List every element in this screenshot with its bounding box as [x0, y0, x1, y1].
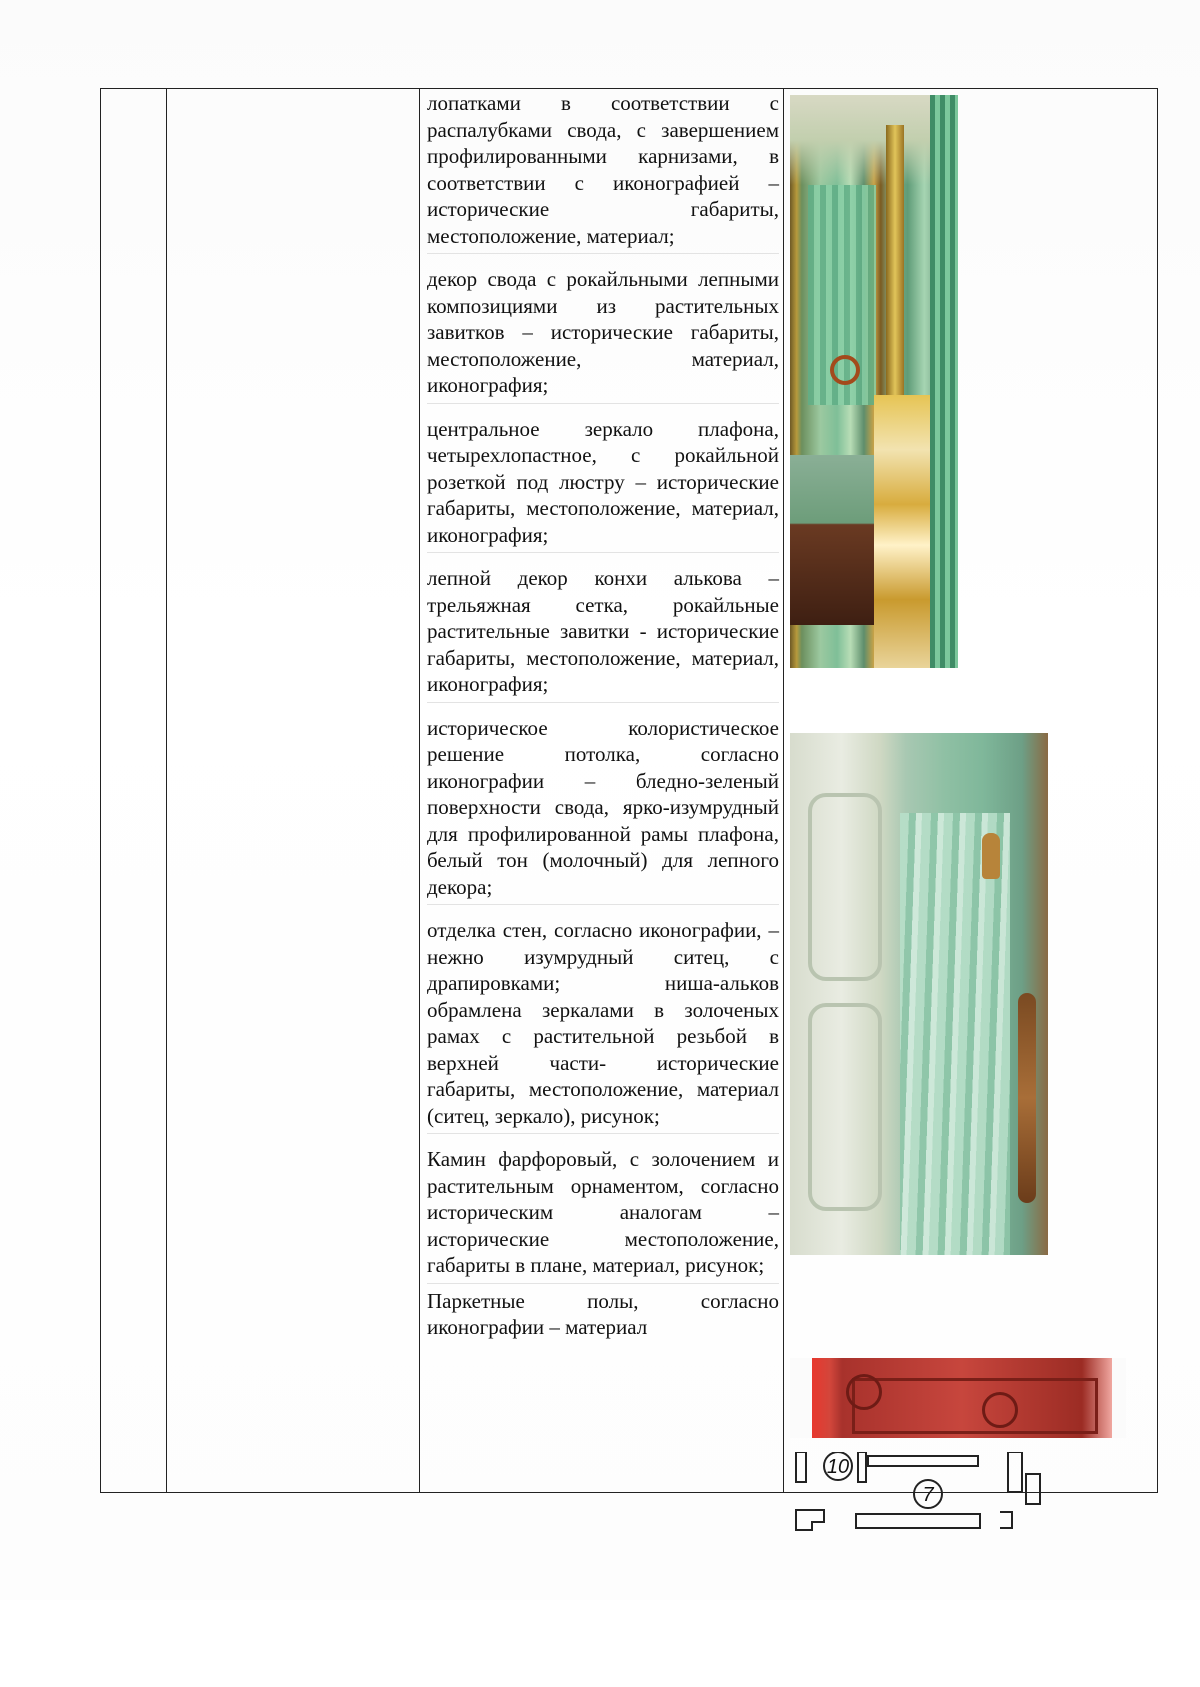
floor-plan	[790, 1452, 1090, 1532]
plan-wall	[858, 1452, 866, 1482]
highlighted-room	[812, 1358, 1112, 1438]
column-divider-3	[783, 88, 784, 1493]
list-item: лепной декор конхи алькова – трельяжная сетка, рокайльные растительные завитки - исторические габариты, местоположение, материал, иконография;	[427, 565, 779, 703]
list-item: отделка стен, согласно иконографии, – нежно изумрудный ситец, с драпировками; ниша-альков обрамлена зеркалами в золоченых рамах с растительной резьбой в верхней части- исторические габариты, местоположение, материал (ситец, зеркало), рисунок;	[427, 917, 779, 1134]
plan-wall	[856, 1514, 980, 1528]
list-item: лопатками в соответствии с распалубками свода, с завершением профилированными карнизами, в соответствии с иконографией – исторические габариты, местоположение, материал;	[427, 90, 779, 254]
curtain-right	[930, 95, 958, 668]
list-item: декор свода с рокайльными лепными композициями из растительных завитков – исторические габариты, местоположение, материал, иконография;	[427, 266, 779, 404]
porcelain-stove	[874, 395, 930, 668]
curtain-photo	[790, 733, 1048, 1255]
armchair	[790, 455, 880, 625]
room-7-label: 7	[922, 1484, 934, 1506]
plan-wall	[796, 1452, 806, 1482]
curtain-ring	[830, 355, 860, 385]
plan-wall	[868, 1456, 978, 1466]
list-item: историческое колористическое решение потолка, согласно иконографии – бледно-зеленый поверхности свода, ярко-изумрудный для профилированной рамы плафона, белый тон (молочный) для лепного декора;	[427, 715, 779, 906]
requirements-text-column	[421, 88, 783, 1357]
curtain-tassel	[982, 833, 1000, 879]
list-item: центральное зеркало плафона, четырехлопастное, с рокайльной розеткой под люстру – исторические габариты, местоположение, материал, иконография;	[427, 416, 779, 554]
list-item: Камин фарфоровый, с золочением и растительным орнаментом, согласно историческим аналогам – исторические местоположение, габариты в плане, материал, рисунок;	[427, 1146, 779, 1284]
room-10-label: 10	[826, 1456, 850, 1478]
marker-circle	[846, 1374, 882, 1410]
plan-wall	[1008, 1452, 1022, 1492]
curtain-fall	[900, 813, 1010, 1255]
plan-window	[1026, 1474, 1040, 1504]
plan-highlight-image	[790, 1358, 1126, 1438]
marker-circle	[982, 1392, 1018, 1428]
column-divider-2	[419, 88, 420, 1493]
carved-wood-detail	[1018, 993, 1036, 1203]
plan-wall	[796, 1510, 824, 1530]
room-outline	[852, 1378, 1098, 1434]
stucco-panel	[808, 1003, 882, 1211]
stucco-panel	[808, 793, 882, 981]
plan-wall	[1000, 1512, 1012, 1528]
alcove-photo	[790, 95, 958, 668]
column-divider-1	[166, 88, 167, 1493]
list-item: Паркетные полы, согласно иконографии – материал	[427, 1288, 779, 1339]
